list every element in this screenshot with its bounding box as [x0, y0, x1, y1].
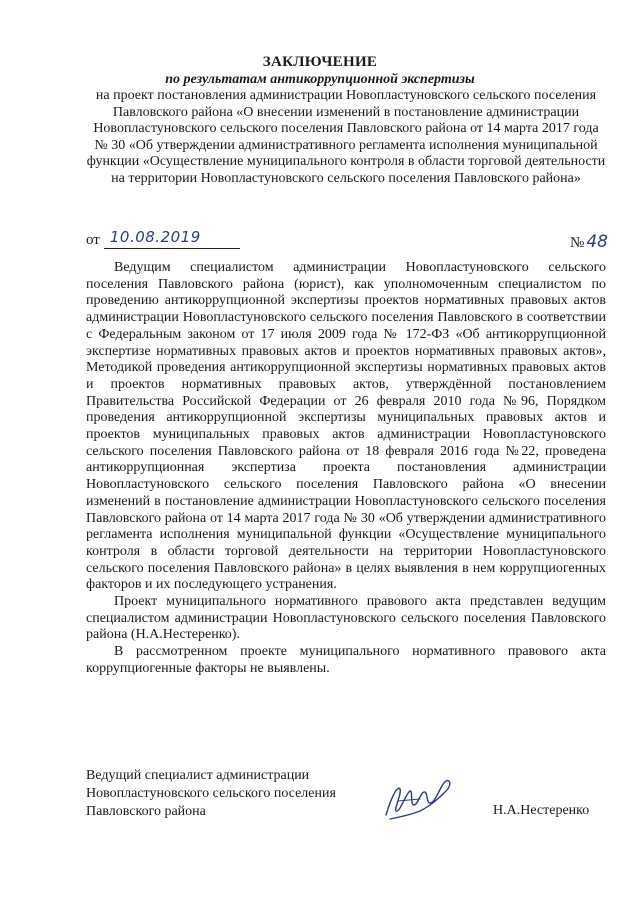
body-paragraph: В рассмотренном проекте муниципального нормативного правового акта коррупциогенные факторы не выявлены. [86, 644, 606, 676]
signatory-position-line: Павловского района [86, 804, 206, 819]
date-label: от [86, 232, 100, 248]
body-paragraph: Проект муниципального нормативного правового акта представлен ведущим специалистом администрации Новопластуновского сельского поселения Павловского района (Н.А.Нестеренко). [86, 594, 606, 643]
body-paragraph: Ведущим специалистом администрации Новопластуновского сельского поселения Павловского района (юрист), как уполномоченным специалистом по проведению антикоррупционной экспертизы проектов нормативных правовых актов администрации Новопластуновского сельского поселения Павловского в соответствии с Федеральным законом от 17 июля 2009 года № 172-ФЗ «Об антикоррупционной экспертизе нормативных правовых актов и проектов нормативных правовых актов», Методикой проведения антикоррупционной экспертизы нормативных правовых актов и проектов нормативных правовых актов, утверждённой постановлением Правительства Российской Федерации от 26 февраля 2010 года №96, Порядком проведения антикоррупционной экспертизы муниципальных правовых актов и проектов муниципальных правовых актов администрации Новопластуновского сельского поселения Павловского района от 18 февраля 2016 года №22, проведена антикоррупционная экспертиза проекта постановления администрации Новопластуновского сельского поселения Павловского района «О внесении изменений в постановление администрации Новопластуновского сельского поселения Павловского района от 14 марта 2017 года № 30 «Об утверждении административного регламента исполнения муниципальной функции «Осуществление муниципального контроля в области торговой деятельности на территории Новопластуновского сельского поселения Павловского района» в целях выявления в нем коррупциогенных факторов и их последующего устранения. [86, 260, 606, 593]
date-row [86, 228, 240, 249]
signatory-position [86, 767, 336, 821]
signatory-name: Н.А.Нестеренко [493, 803, 590, 818]
number-handwritten: 48 [586, 232, 608, 252]
number-label: № [570, 235, 585, 251]
document-body [86, 260, 606, 678]
signatory-position-line: Ведущий специалист администрации [86, 768, 310, 783]
document-subtitle: по результатам антикоррупционной экспертизы [165, 72, 475, 87]
signatory-position-line: Новопластуновского сельского поселения [86, 786, 336, 801]
number-row [570, 232, 608, 252]
handwritten-signature [380, 775, 460, 823]
date-line [104, 228, 240, 249]
date-handwritten: 10.08.2019 [109, 228, 201, 246]
project-description: на проект постановления администрации Новопластуновского сельского поселения Павловского района «О внесении изменений в постановление администрации Новопластуновского сельского поселения Павловского района от 14 марта 2017 года № 30 «Об утверждении административного регламента исполнения муниципальной функции «Осуществление муниципального контроля в области торговой деятельности на территории Новопластуновского сельского поселения Павловского района» [86, 88, 606, 186]
document-title: ЗАКЛЮЧЕНИЕ [262, 54, 378, 70]
